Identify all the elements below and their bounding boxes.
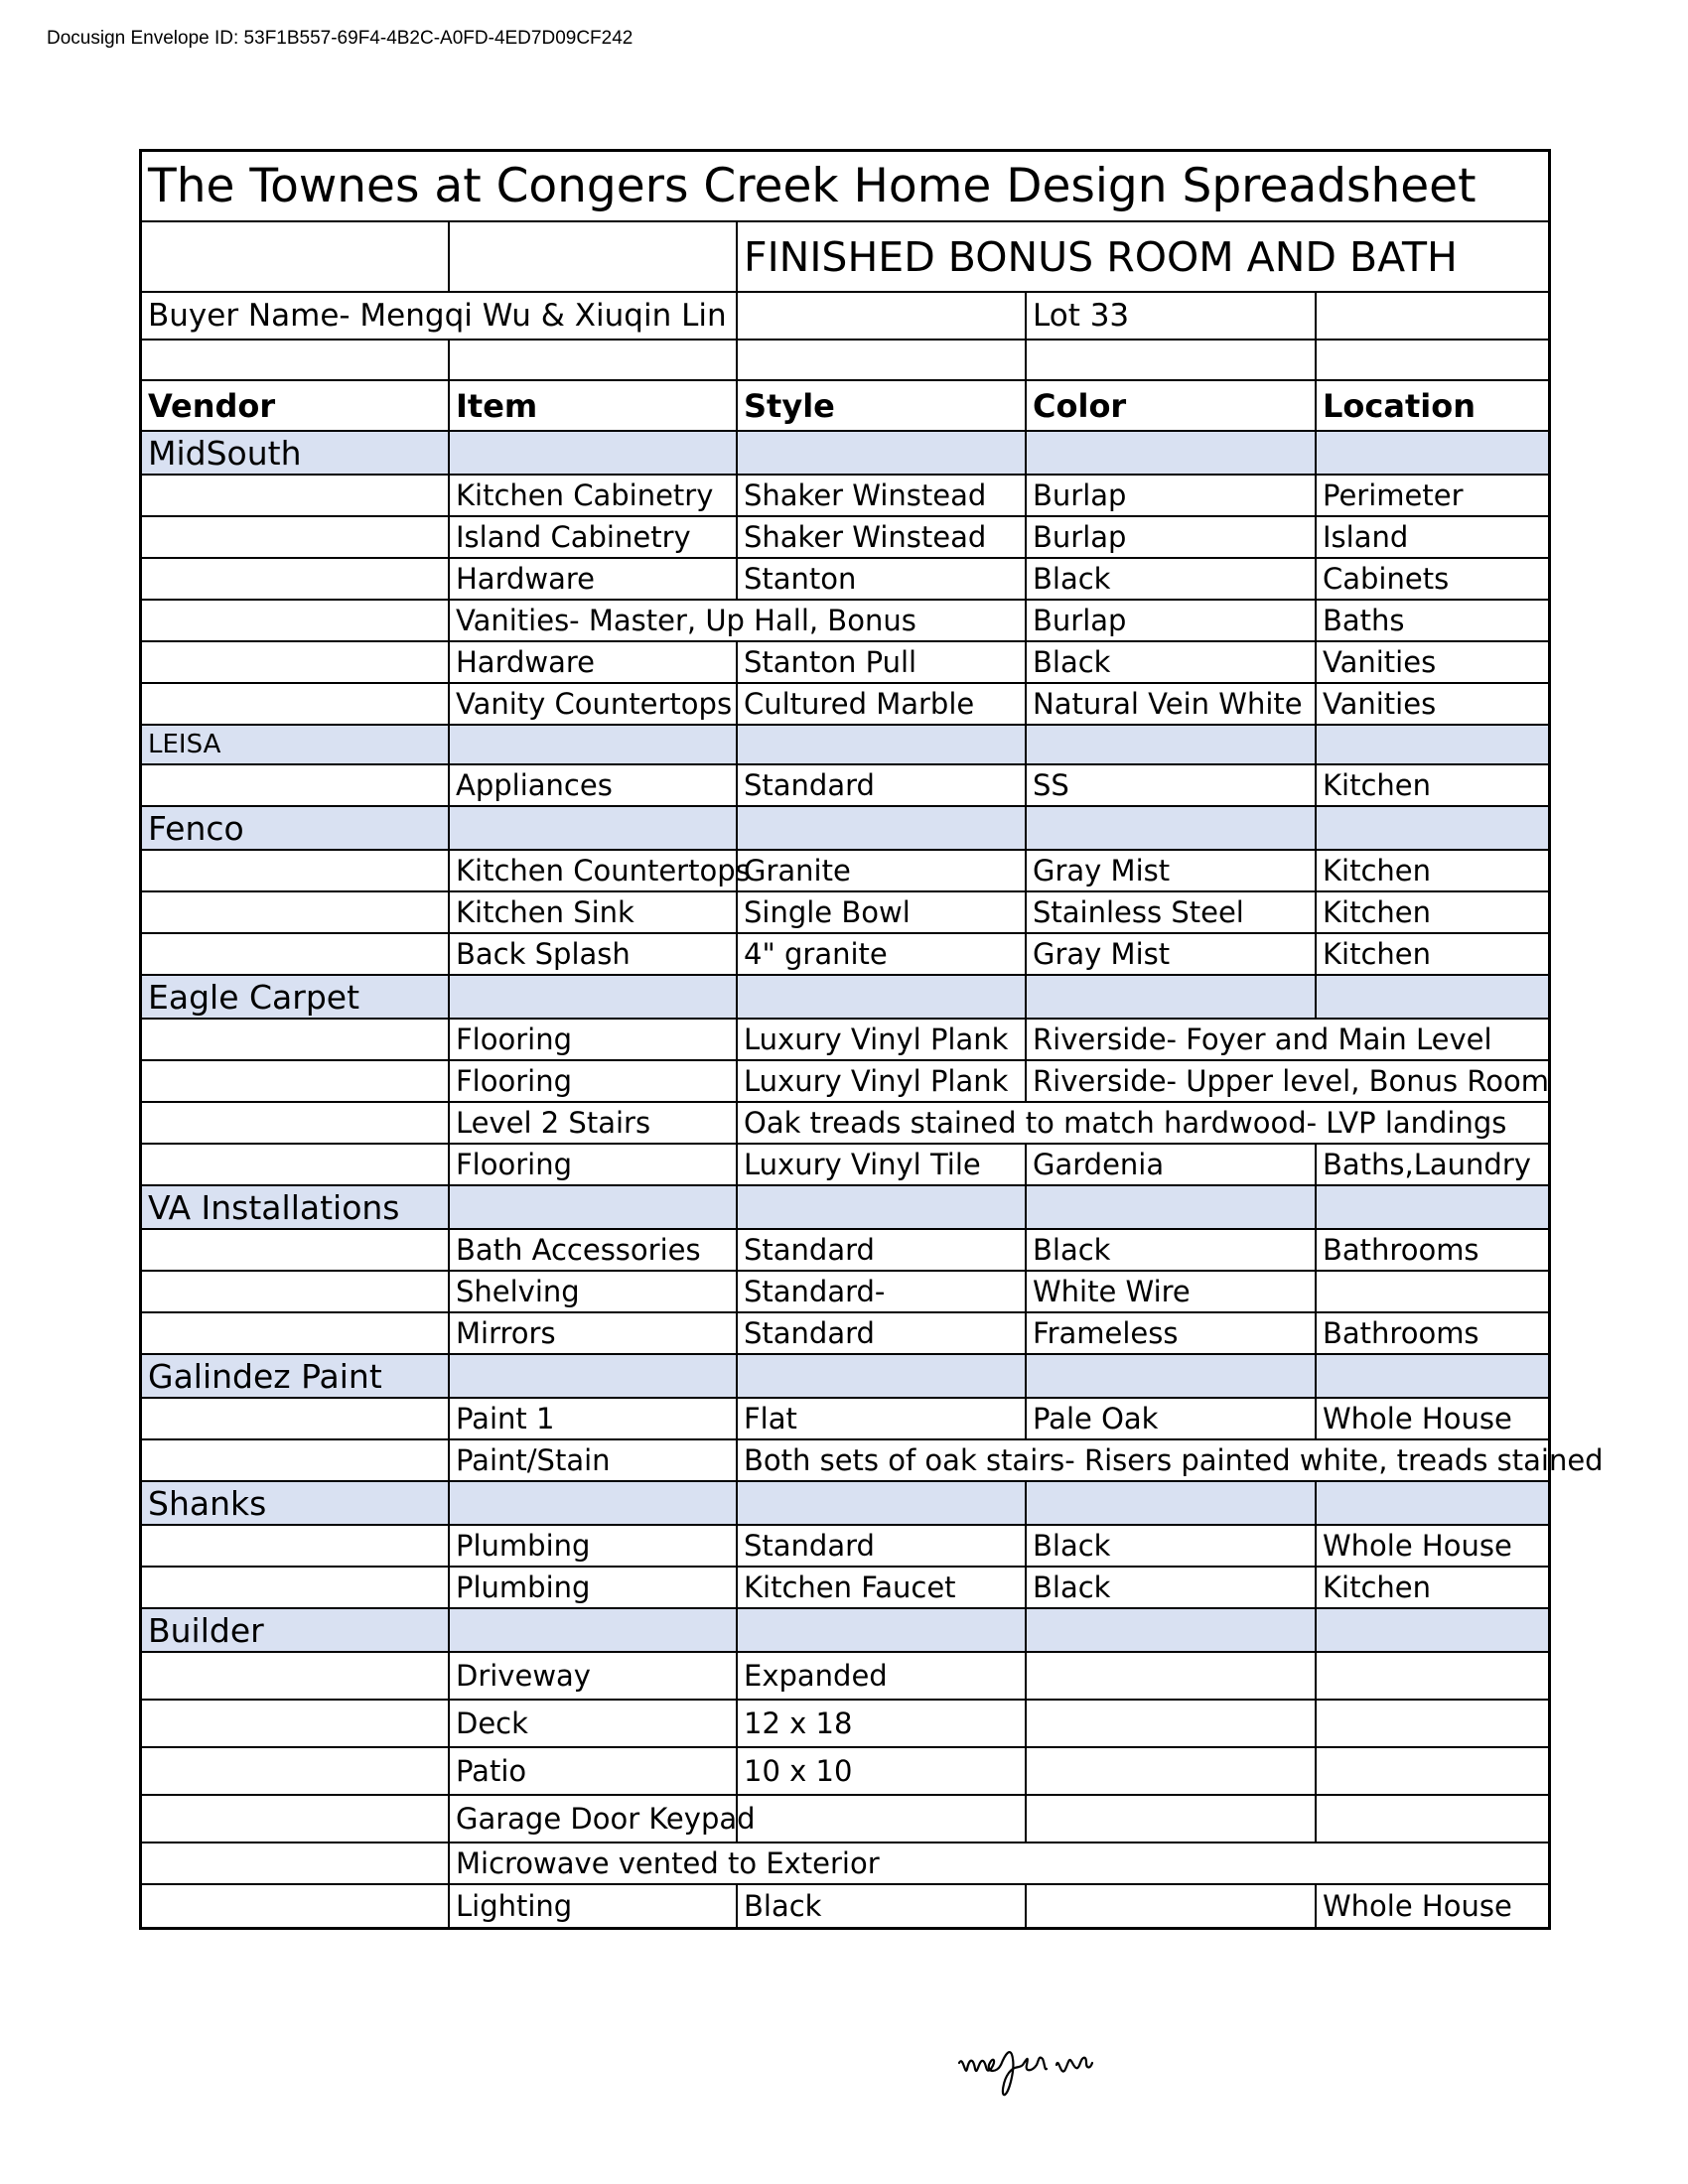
lot-number: Lot 33 — [1025, 293, 1315, 339]
style-cell: Oak treads stained to match hardwood- LVP landings — [736, 1103, 1548, 1143]
table-row — [142, 1145, 1548, 1186]
item-cell: Mirrors — [448, 1313, 736, 1353]
table-row — [142, 1230, 1548, 1272]
item-cell: Back Splash — [448, 934, 736, 974]
item-cell: Bath Accessories — [448, 1230, 736, 1270]
blank-cell — [1315, 726, 1548, 763]
location-cell: Cabinets — [1315, 559, 1548, 599]
blank-cell — [142, 1103, 448, 1143]
blank-cell — [142, 1061, 448, 1101]
color-cell: Black — [1025, 642, 1315, 682]
blank-cell — [142, 517, 448, 557]
style-cell: Shaker Winstead — [736, 476, 1025, 515]
item-cell: Flooring — [448, 1020, 736, 1059]
table-row — [142, 1313, 1548, 1355]
blank-cell — [736, 1186, 1025, 1228]
blank-cell — [736, 1796, 1025, 1842]
color-cell: Burlap — [1025, 601, 1315, 640]
item-cell: Vanity Countertops — [448, 684, 736, 724]
blank-cell — [142, 222, 448, 291]
blank-cell — [448, 1482, 736, 1524]
blank-cell — [448, 432, 736, 474]
item-cell: Flooring — [448, 1061, 736, 1101]
style-cell: Both sets of oak stairs- Risers painted white, treads stained — [736, 1440, 1548, 1480]
blank-cell — [448, 222, 736, 291]
blank-cell — [142, 1399, 448, 1438]
style-cell: 12 x 18 — [736, 1701, 1025, 1746]
blank-cell — [1025, 1609, 1315, 1651]
color-cell: Gray Mist — [1025, 851, 1315, 890]
style-cell: Single Bowl — [736, 892, 1025, 932]
location-cell: Baths,Laundry — [1315, 1145, 1548, 1184]
location-cell: Island — [1315, 517, 1548, 557]
table-row — [142, 559, 1548, 601]
blank-cell — [1315, 1796, 1548, 1842]
blank-cell — [1025, 1748, 1315, 1794]
vendor-row — [142, 1609, 1548, 1653]
table-row — [142, 892, 1548, 934]
location-cell: Perimeter — [1315, 476, 1548, 515]
header-location: Location — [1315, 381, 1548, 430]
vendor-row — [142, 726, 1548, 765]
item-cell: Kitchen Sink — [448, 892, 736, 932]
style-cell: Standard — [736, 765, 1025, 805]
blank-cell — [1315, 1272, 1548, 1311]
blank-cell — [1315, 976, 1548, 1018]
vendor-name: VA Installations — [142, 1186, 448, 1228]
vendor-row — [142, 807, 1548, 851]
color-cell: Frameless — [1025, 1313, 1315, 1353]
item-cell: Lighting — [448, 1885, 736, 1927]
location-cell: Vanities — [1315, 642, 1548, 682]
blank-cell — [1025, 1796, 1315, 1842]
blank-cell — [142, 1885, 448, 1927]
buyer-signature — [953, 2025, 1192, 2109]
item-cell: Vanities- Master, Up Hall, Bonus — [448, 601, 1027, 640]
color-cell: White Wire — [1025, 1272, 1315, 1311]
vendor-name: Shanks — [142, 1482, 448, 1524]
blank-cell — [448, 1609, 736, 1651]
blank-cell — [1025, 807, 1315, 849]
blank-cell — [1025, 1355, 1315, 1397]
blank-cell — [1315, 1748, 1548, 1794]
envelope-id: Docusign Envelope ID: 53F1B557-69F4-4B2C-A0FD-4ED7D09CF242 — [47, 28, 633, 49]
blank-cell — [1025, 1186, 1315, 1228]
blank-cell — [736, 807, 1025, 849]
style-cell: Granite — [736, 851, 1025, 890]
blank-cell — [448, 976, 736, 1018]
location-cell: Kitchen — [1315, 851, 1548, 890]
blank-cell — [142, 341, 448, 379]
blank-cell — [142, 1020, 448, 1059]
blank-cell — [142, 1313, 448, 1353]
table-row — [142, 1399, 1548, 1440]
item-cell: Hardware — [448, 642, 736, 682]
table-row — [142, 1272, 1548, 1313]
style-cell: Expanded — [736, 1653, 1025, 1699]
blank-cell — [448, 1186, 736, 1228]
blank-cell — [142, 1568, 448, 1607]
header-item: Item — [448, 381, 736, 430]
item-cell: Island Cabinetry — [448, 517, 736, 557]
blank-cell — [142, 1653, 448, 1699]
style-cell: Stanton Pull — [736, 642, 1025, 682]
blank-cell — [736, 1482, 1025, 1524]
blank-cell — [1315, 1701, 1548, 1746]
blank-cell — [736, 726, 1025, 763]
blank-cell — [142, 1796, 448, 1842]
vendor-name: Galindez Paint — [142, 1355, 448, 1397]
blank-cell — [1025, 341, 1315, 379]
item-cell: Driveway — [448, 1653, 736, 1699]
color-cell: Black — [1025, 559, 1315, 599]
blank-cell — [736, 1609, 1025, 1651]
blank-cell — [142, 684, 448, 724]
table-row — [142, 1796, 1548, 1843]
blank-cell — [1315, 1609, 1548, 1651]
color-cell: Burlap — [1025, 517, 1315, 557]
color-cell: Burlap — [1025, 476, 1315, 515]
blank-cell — [448, 807, 736, 849]
header-vendor: Vendor — [148, 386, 276, 425]
table-row — [142, 851, 1548, 892]
table-row — [142, 1843, 1548, 1885]
table-row — [142, 1885, 1548, 1927]
title-row — [142, 152, 1548, 222]
style-cell: Flat — [736, 1399, 1025, 1438]
table-row — [142, 1701, 1548, 1748]
item-cell: Flooring — [448, 1145, 736, 1184]
color-cell: Black — [1025, 1568, 1315, 1607]
vendor-row — [142, 1482, 1548, 1526]
blank-cell — [448, 341, 736, 379]
item-cell: Paint 1 — [448, 1399, 736, 1438]
color-cell: Black — [1025, 1526, 1315, 1566]
color-cell: Stainless Steel — [1025, 892, 1315, 932]
style-cell: Shaker Winstead — [736, 517, 1025, 557]
blank-cell — [448, 726, 736, 763]
item-cell: Microwave vented to Exterior — [448, 1843, 1548, 1883]
table-row — [142, 1526, 1548, 1568]
blank-cell — [142, 1272, 448, 1311]
blank-cell — [142, 1145, 448, 1184]
blank-cell — [1315, 1186, 1548, 1228]
color-cell: Natural Vein White — [1025, 684, 1315, 724]
vendor-name: Fenco — [142, 807, 448, 849]
color-cell: Riverside- Foyer and Main Level — [1025, 1020, 1548, 1059]
table-row — [142, 765, 1548, 807]
table-body — [142, 432, 1604, 1927]
vendor-name: LEISA — [142, 726, 448, 763]
table-row — [142, 517, 1548, 559]
style-cell: Stanton — [736, 559, 1025, 599]
vendor-row — [142, 976, 1548, 1020]
vendor-row — [142, 1186, 1548, 1230]
location-cell: Kitchen — [1315, 765, 1548, 805]
blank-cell — [1025, 976, 1315, 1018]
item-cell: Appliances — [448, 765, 736, 805]
sheet-title: The Townes at Congers Creek Home Design Spreadsheet — [148, 159, 1477, 213]
item-cell: Kitchen Countertops — [448, 851, 736, 890]
location-cell: Bathrooms — [1315, 1313, 1548, 1353]
blank-cell — [142, 476, 448, 515]
blank-cell — [1025, 726, 1315, 763]
item-cell: Paint/Stain — [448, 1440, 736, 1480]
spacer-row — [142, 341, 1548, 381]
header-row — [142, 381, 1548, 432]
table-row — [142, 476, 1548, 517]
style-cell: Luxury Vinyl Plank — [736, 1061, 1025, 1101]
table-row — [142, 601, 1548, 642]
blank-cell — [448, 1355, 736, 1397]
blank-cell — [1025, 1482, 1315, 1524]
buyer-row — [142, 293, 1548, 341]
blank-cell — [142, 765, 448, 805]
color-cell: Riverside- Upper level, Bonus Room — [1025, 1061, 1548, 1101]
table-row — [142, 642, 1548, 684]
blank-cell — [142, 642, 448, 682]
location-cell: Bathrooms — [1315, 1230, 1548, 1270]
table-row — [142, 1653, 1548, 1701]
item-cell: Plumbing — [448, 1526, 736, 1566]
location-cell: Whole House — [1315, 1526, 1548, 1566]
color-cell: Black — [1025, 1230, 1315, 1270]
style-cell: Luxury Vinyl Plank — [736, 1020, 1025, 1059]
blank-cell — [736, 976, 1025, 1018]
blank-cell — [1315, 432, 1548, 474]
style-cell: Kitchen Faucet — [736, 1568, 1025, 1607]
blank-cell — [736, 1355, 1025, 1397]
sheet-subtitle: FINISHED BONUS ROOM AND BATH — [736, 222, 1548, 291]
header-style: Style — [736, 381, 1025, 430]
style-cell: Black — [736, 1885, 1025, 1927]
location-cell: Vanities — [1315, 684, 1548, 724]
table-row — [142, 684, 1548, 726]
blank-cell — [1315, 1355, 1548, 1397]
blank-cell — [1025, 1885, 1315, 1927]
blank-cell — [142, 559, 448, 599]
color-cell: SS — [1025, 765, 1315, 805]
style-cell: Standard — [736, 1526, 1025, 1566]
table-row — [142, 934, 1548, 976]
location-cell: Kitchen — [1315, 1568, 1548, 1607]
color-cell: Gardenia — [1025, 1145, 1315, 1184]
style-cell: Standard — [736, 1313, 1025, 1353]
item-cell: Patio — [448, 1748, 736, 1794]
blank-cell — [1315, 1482, 1548, 1524]
location-cell: Kitchen — [1315, 892, 1548, 932]
blank-cell — [1315, 293, 1548, 339]
item-cell: Shelving — [448, 1272, 736, 1311]
style-cell: 4" granite — [736, 934, 1025, 974]
table-row — [142, 1440, 1604, 1482]
blank-cell — [142, 601, 448, 640]
blank-cell — [1025, 1701, 1315, 1746]
item-cell: Kitchen Cabinetry — [448, 476, 736, 515]
vendor-row — [142, 1355, 1548, 1399]
blank-cell — [736, 293, 1025, 339]
table-row — [142, 1020, 1548, 1061]
item-cell: Level 2 Stairs — [448, 1103, 736, 1143]
location-cell: Kitchen — [1315, 934, 1548, 974]
blank-cell — [1025, 1653, 1315, 1699]
item-cell: Hardware — [448, 559, 736, 599]
item-cell: Garage Door Keypad — [448, 1796, 736, 1842]
blank-cell — [142, 851, 448, 890]
color-cell: Pale Oak — [1025, 1399, 1315, 1438]
blank-cell — [142, 934, 448, 974]
style-cell: Standard — [736, 1230, 1025, 1270]
blank-cell — [142, 1440, 448, 1480]
style-cell: Cultured Marble — [736, 684, 1025, 724]
buyer-name: Buyer Name- Mengqi Wu & Xiuqin Lin — [148, 298, 727, 334]
table-row — [142, 1568, 1548, 1609]
blank-cell — [142, 1748, 448, 1794]
style-cell: Luxury Vinyl Tile — [736, 1145, 1025, 1184]
blank-cell — [142, 1701, 448, 1746]
blank-cell — [1025, 432, 1315, 474]
subtitle-row — [142, 222, 1548, 293]
vendor-name: Builder — [142, 1609, 448, 1651]
blank-cell — [142, 1843, 448, 1883]
blank-cell — [736, 341, 1025, 379]
style-cell: 10 x 10 — [736, 1748, 1025, 1794]
vendor-name: MidSouth — [142, 432, 448, 474]
header-color: Color — [1025, 381, 1315, 430]
table-row — [142, 1103, 1548, 1145]
vendor-name: Eagle Carpet — [142, 976, 448, 1018]
blank-cell — [736, 432, 1025, 474]
color-cell: Gray Mist — [1025, 934, 1315, 974]
table-row — [142, 1748, 1548, 1796]
item-cell: Plumbing — [448, 1568, 736, 1607]
blank-cell — [1315, 807, 1548, 849]
location-cell: Whole House — [1315, 1399, 1548, 1438]
blank-cell — [142, 892, 448, 932]
table-row — [142, 1061, 1548, 1103]
blank-cell — [1315, 341, 1548, 379]
style-cell: Standard- — [736, 1272, 1025, 1311]
blank-cell — [142, 1526, 448, 1566]
location-cell: Whole House — [1315, 1885, 1548, 1927]
blank-cell — [1315, 1653, 1548, 1699]
design-spreadsheet — [139, 149, 1604, 1930]
item-cell: Deck — [448, 1701, 736, 1746]
blank-cell — [142, 1230, 448, 1270]
vendor-row — [142, 432, 1548, 476]
location-cell: Baths — [1315, 601, 1548, 640]
